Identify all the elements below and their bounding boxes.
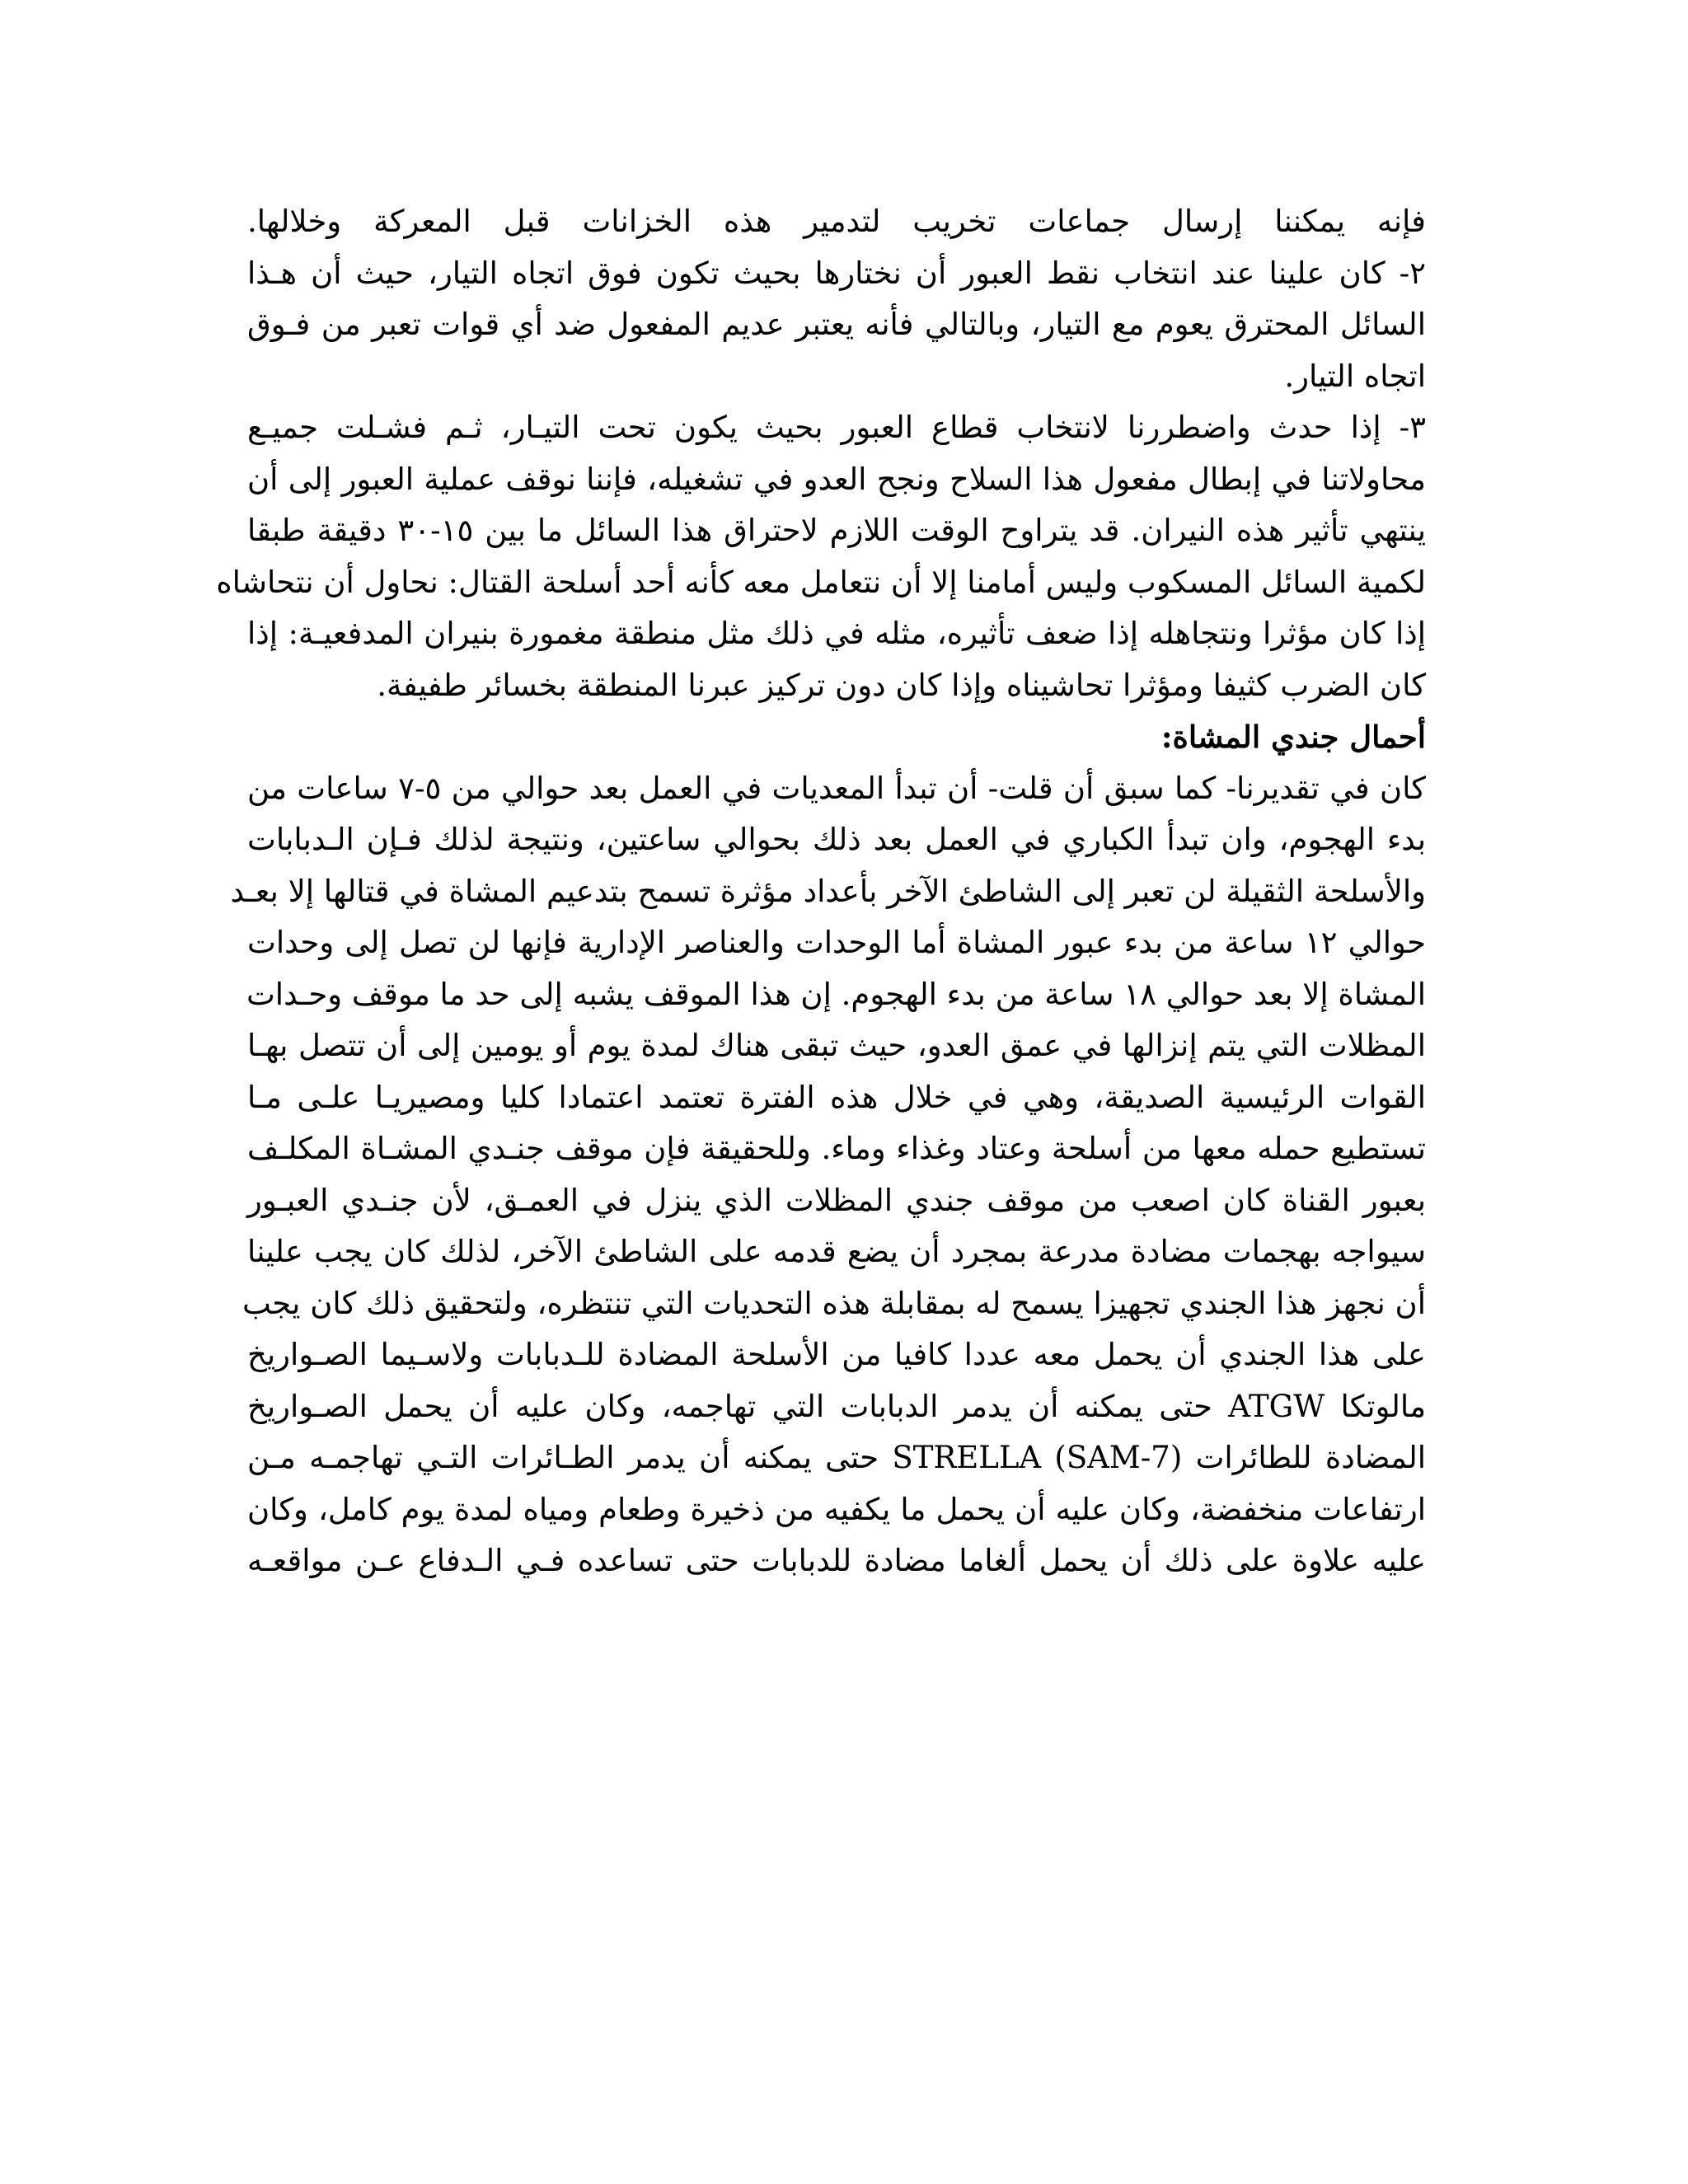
- text-line: ينتهي تأثير هذه النيران. قد يتراوح الوقت اللازم لاحتراق هذا السائل ما بين ١٥-٣٠ دقيقة طبقا: [247, 513, 1427, 548]
- text-line: والأسلحة الثقيلة لن تعبر إلى الشاطئ الآخر بأعداد مؤثرة تسمح بتدعيم المشاة في قتالها إلا بعـد: [230, 873, 1426, 909]
- text-line: محاولاتنا في إبطال مفعول هذا السلاح ونجح العدو في تشغيله، فإننا نوقف عملية العبور إلى أن: [247, 461, 1426, 497]
- section-heading: أحمال جندي المشاة:: [1160, 719, 1426, 755]
- text-line: المظلات التي يتم إنزالها في عمق العدو، حيث تبقى هناك لمدة يوم أو يومين إلى أن تتصل بهـا: [247, 1028, 1426, 1063]
- text-line: مالوتكا ATGW حتى يمكنه أن يدمر الدبابات التي تهاجمه، وكان عليه أن يحمل الصـواريخ: [247, 1388, 1427, 1424]
- text-line: ٢- كان علينا عند انتخاب نقط العبور أن نختارها بحيث تكون فوق اتجاه التيار، حيث أن هـذا: [247, 255, 1426, 291]
- text-line: سيواجه بهجمات مضادة مدرعة بمجرد أن يضع قدمه على الشاطئ الآخر، لذلك كان يجب علينا: [247, 1234, 1426, 1269]
- text-line: السائل المحترق يعوم مع التيار، وبالتالي فأنه يعتبر عديم المفعول ضد أي قوات تعبر من فـوق: [247, 307, 1426, 342]
- text-line: المضادة للطائرات STRELLA (SAM-7) حتى يمكنه أن يدمر الطـائرات التـي تهاجمـه مـن: [247, 1440, 1426, 1475]
- text-line: ٣- إذا حدث واضطررنا لانتخاب قطاع العبور بحيث يكون تحت التيـار، ثـم فشـلت جميـع: [247, 410, 1426, 445]
- text-line: تستطيع حمله معها من أسلحة وعتاد وغذاء وماء. وللحقيقة فإن موقف جنـدي المشـاة المكلـف: [247, 1131, 1426, 1166]
- text-line: بدء الهجوم، وان تبدأ الكباري في العمل بعد ذلك بحوالي ساعتين، ونتيجة لذلك فـإن الـدبابات: [247, 822, 1426, 857]
- text-line: فإنه يمكننا إرسال جماعات تخريب لتدمير هذه الخزانات قبل المعركة وخلالها.: [247, 204, 1426, 239]
- text-line: بعبور القناة كان اصعب من موقف جندي المظلات الذي ينزل في العمـق، لأن جنـدي العبـور: [247, 1182, 1426, 1218]
- document-body: [216, 196, 1427, 1587]
- text-line: حوالي ١٢ ساعة من بدء عبور المشاة أما الوحدات والعناصر الإدارية فإنها لن تصل إلى وحدات: [247, 925, 1426, 960]
- text-line: اتجاه التيار.: [1284, 358, 1426, 394]
- text-line: إذا كان مؤثرا ونتجاهله إذا ضعف تأثيره، مثله في ذلك مثل منطقة مغمورة بنيران المدفعيـة: إذا: [247, 616, 1426, 651]
- text-line: كان الضرب كثيفا ومؤثرا تحاشيناه وإذا كان دون تركيز عبرنا المنطقة بخسائر طفيفة.: [377, 667, 1426, 703]
- text-line: لكمية السائل المسكوب وليس أمامنا إلا أن نتعامل معه كأنه أحد أسلحة القتال: نحاول أن نتحاشاه: [216, 564, 1426, 600]
- text-line: القوات الرئيسية الصديقة، وهي في خلال هذه الفترة تعتمد اعتمادا كليا ومصيريـا علـى مـا: [247, 1079, 1426, 1115]
- text-line: عليه علاوة على ذلك أن يحمل ألغاما مضادة للدبابات حتى تساعده فـي الـدفاع عـن مواقعـه: [247, 1543, 1426, 1578]
- text-line: على هذا الجندي أن يحمل معه عددا كافيا من الأسلحة المضادة للـدبابات ولاسـيما الصـواريخ: [247, 1337, 1426, 1372]
- text-line: المشاة إلا بعد حوالي ١٨ ساعة من بدء الهجوم. إن هذا الموقف يشبه إلى حد ما موقف وحـدات: [246, 976, 1426, 1012]
- text-line: أن نجهز هذا الجندي تجهيزا يسمح له بمقابلة هذه التحديات التي تنتظره، ولتحقيق ذلك كان يجب: [241, 1285, 1426, 1321]
- text-line: كان في تقديرنا- كما سبق أن قلت- أن تبدأ المعديات في العمل بعد حوالي من ٥-٧ ساعات من: [247, 770, 1427, 806]
- text-line: ارتفاعات منخفضة، وكان عليه أن يحمل ما يكفيه من ذخيرة وطعام ومياه لمدة يوم كامل، وكان: [247, 1491, 1426, 1527]
